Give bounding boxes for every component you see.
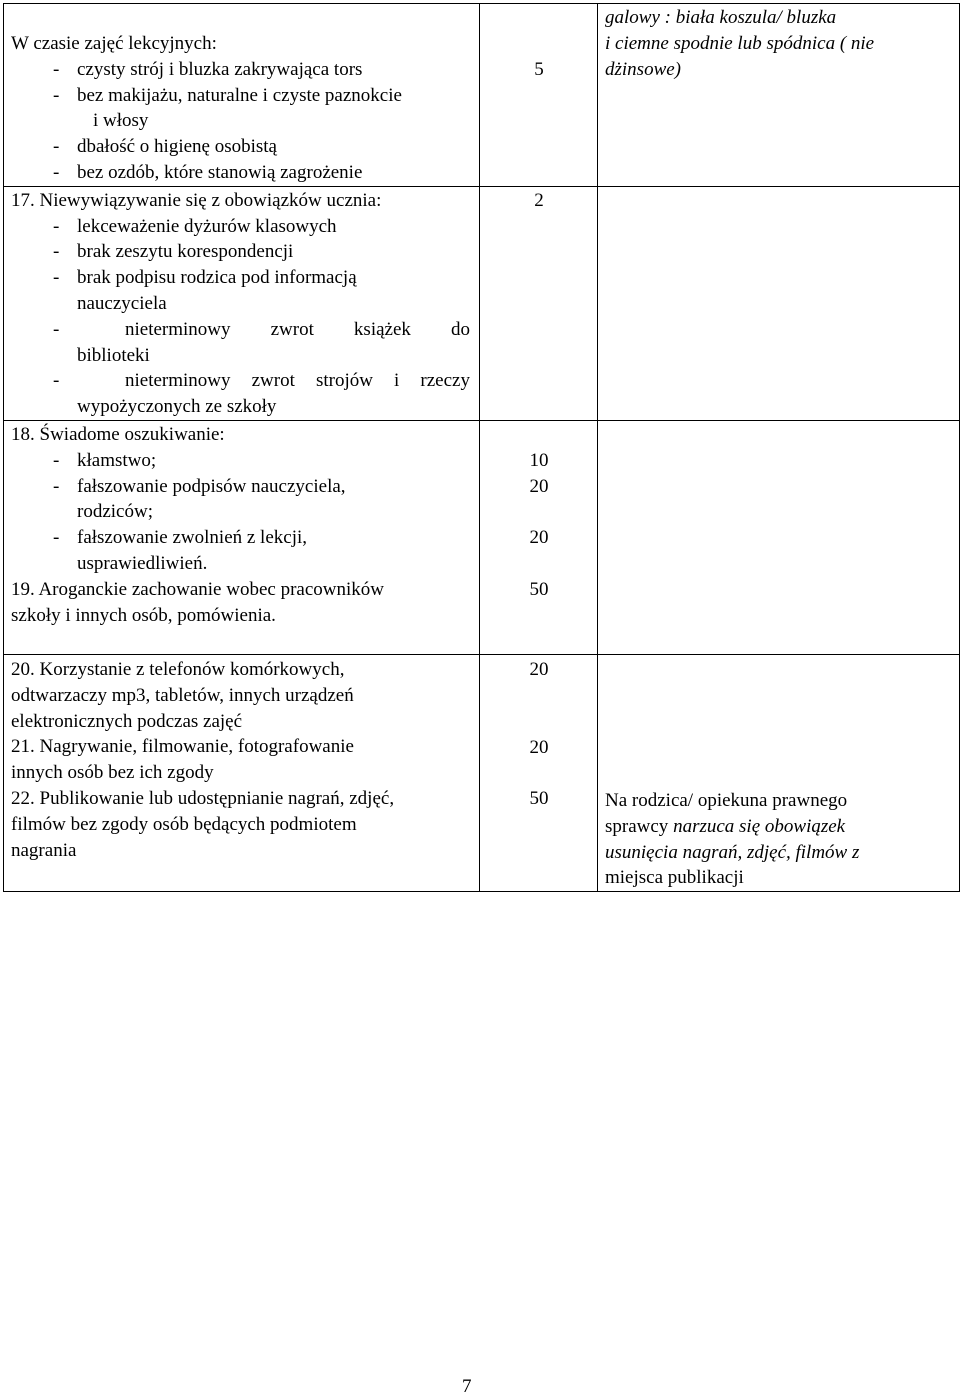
list-item: - kłamstwo; bbox=[53, 449, 157, 471]
list-item: - nieterminowy zwrot książek do bbox=[53, 318, 470, 340]
item-text: innych osób bez ich zgody bbox=[11, 762, 214, 784]
points-cell bbox=[480, 654, 598, 891]
list-item: - fałszowanie podpisów nauczyciela, bbox=[53, 475, 346, 497]
notes-cell bbox=[598, 420, 960, 654]
penalty-points-table bbox=[3, 3, 960, 892]
points-value: 50 bbox=[529, 578, 549, 600]
item-title: 22. Publikowanie lub udostępnianie nagrań, zdjęć, bbox=[11, 787, 395, 809]
list-item: - brak podpisu rodzica pod informacją bbox=[53, 267, 357, 289]
table-row bbox=[4, 654, 960, 891]
notes-cell bbox=[598, 186, 960, 420]
note-line: dżinsowe) bbox=[605, 58, 681, 80]
note-line: Na rodzica/ opiekuna prawnego bbox=[605, 789, 848, 811]
note-line: galowy : biała koszula/ bluzka bbox=[605, 7, 837, 28]
list-item-continuation: biblioteki bbox=[77, 344, 150, 366]
note-line: sprawcy narzuca się obowiązek bbox=[605, 815, 846, 837]
list-item-continuation: nauczyciela bbox=[77, 292, 167, 314]
item-title: 18. Świadome oszukiwanie: bbox=[11, 423, 225, 445]
points-cell bbox=[480, 186, 598, 420]
description-cell bbox=[4, 186, 480, 420]
item-text: szkoły i innych osób, pomówienia. bbox=[11, 604, 276, 626]
description-cell bbox=[4, 420, 480, 654]
list-item: - dbałość o higienę osobistą bbox=[53, 136, 277, 158]
item-text: elektronicznych podczas zajęć bbox=[11, 710, 243, 732]
item-text: nagrania bbox=[11, 839, 77, 861]
list-item: - nieterminowy zwrot strojów i rzeczy bbox=[53, 370, 470, 392]
table-row bbox=[4, 420, 960, 654]
list-item-continuation: i włosy bbox=[93, 110, 149, 132]
points-value: 20 bbox=[529, 736, 549, 758]
list-item: - fałszowanie zwolnień z lekcji, bbox=[53, 527, 308, 549]
points-value: 10 bbox=[529, 449, 549, 471]
item-text: filmów bez zgody osób będących podmiotem bbox=[11, 813, 357, 835]
points-cell bbox=[480, 420, 598, 654]
note-line: miejsca publikacji bbox=[605, 867, 744, 889]
list-item-continuation: rodziców; bbox=[77, 501, 153, 523]
item-title: 20. Korzystanie z telefonów komórkowych, bbox=[11, 658, 345, 680]
list-item-continuation: usprawiedliwień. bbox=[77, 552, 208, 574]
list-item-continuation: wypożyczonych ze szkoły bbox=[77, 396, 277, 418]
intro-text: W czasie zajęć lekcyjnych: bbox=[11, 33, 217, 54]
item-text: odtwarzaczy mp3, tabletów, innych urządzeń bbox=[11, 684, 354, 706]
points-value: 2 bbox=[534, 189, 544, 211]
points-value: 50 bbox=[529, 787, 549, 809]
notes-cell bbox=[598, 654, 960, 891]
note-line: i ciemne spodnie lub spódnica ( nie bbox=[605, 32, 875, 54]
item-title: 21. Nagrywanie, filmowanie, fotografowanie bbox=[11, 736, 354, 758]
points-value: 20 bbox=[529, 658, 549, 680]
page-number: 7 bbox=[462, 1376, 472, 1397]
list-item: - czysty strój i bluzka zakrywająca tors bbox=[53, 58, 363, 80]
notes-cell bbox=[598, 4, 960, 187]
note-line: usunięcia nagrań, zdjęć, filmów z bbox=[605, 841, 860, 863]
points-value: 5 bbox=[534, 59, 544, 80]
item-title: 19. Aroganckie zachowanie wobec pracowników bbox=[11, 578, 384, 600]
item-title: 17. Niewywiązywanie się z obowiązków ucznia: bbox=[11, 189, 382, 211]
description-cell bbox=[4, 654, 480, 891]
table-row bbox=[4, 186, 960, 420]
points-value: 20 bbox=[529, 475, 549, 497]
list-item: - bez ozdób, które stanowią zagrożenie bbox=[53, 161, 363, 183]
description-cell bbox=[4, 4, 480, 187]
list-item: - brak zeszytu korespondencji bbox=[53, 241, 294, 263]
points-value: 20 bbox=[529, 526, 549, 548]
list-item: - lekceważenie dyżurów klasowych bbox=[53, 215, 337, 237]
table-row bbox=[4, 4, 960, 187]
points-cell bbox=[480, 4, 598, 187]
list-item: - bez makijażu, naturalne i czyste paznokcie bbox=[53, 84, 402, 106]
